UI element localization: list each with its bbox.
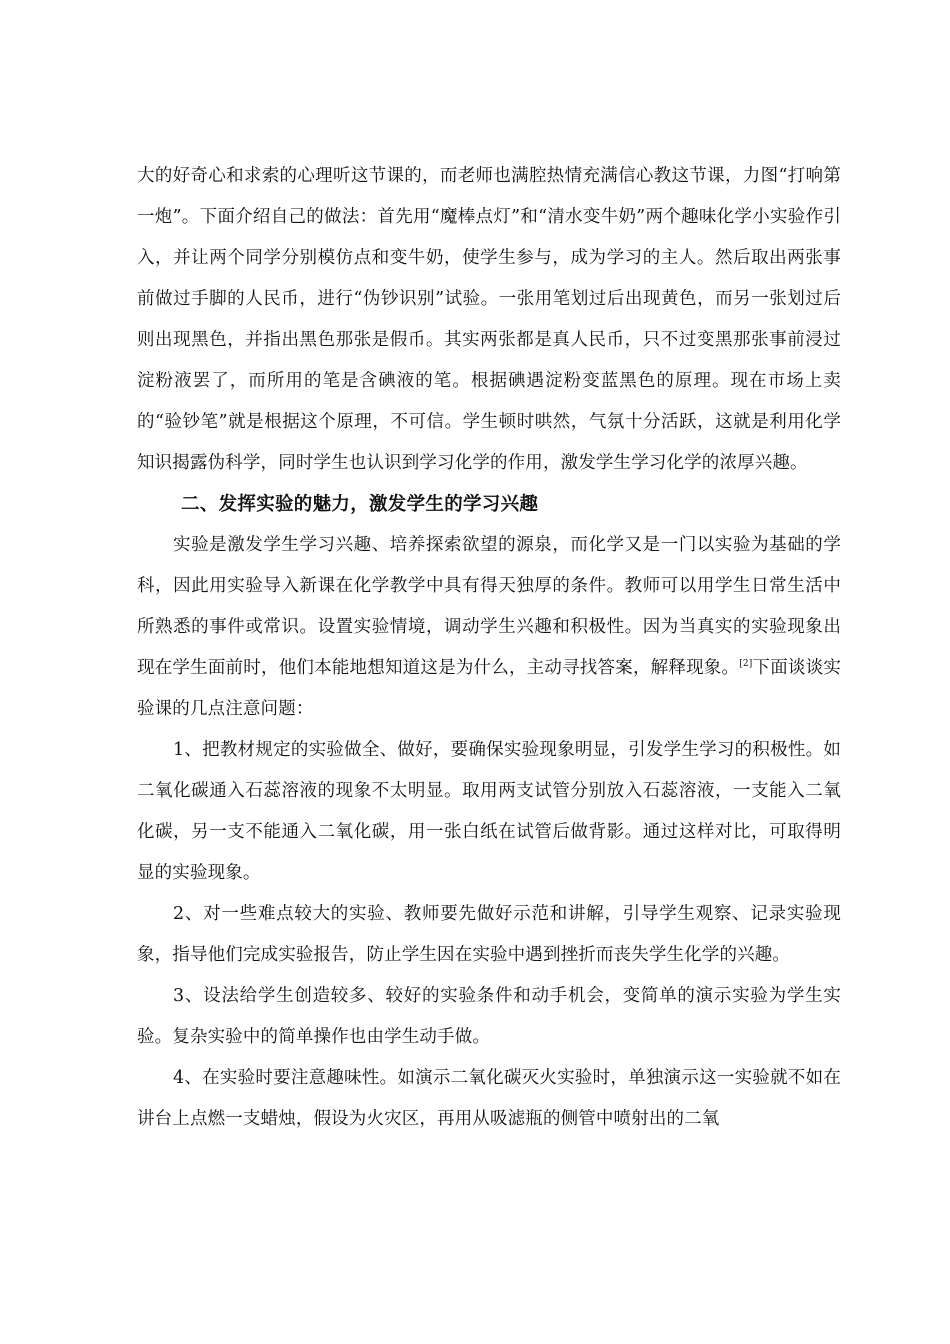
list-item-3: 3、设法给学生创造较多、较好的实验条件和动手机会，变简单的演示实验为学生实验。复杂实验中的简单操作也由学生动手做。 (137, 986, 841, 1047)
list-item-1: 1、把教材规定的实验做全、做好，要确保实验现象明显，引发学生学习的积极性。如二氧化碳通入石蕊溶液的现象不太明显。取用两支试管分别放入石蕊溶液，一支能入二氧化碳，另一支不能通入二氧化碳，用一张白纸在试管后做背影。通过这样对比，可取得明显的实验现象。 (137, 740, 841, 883)
section-heading: 二、发挥实验的魅力，激发学生的学习兴趣 (181, 494, 539, 515)
intro-paragraph: 大的好奇心和求索的心理听这节课的，而老师也满腔热情充满信心教这节课，力图“打响第一炮”。下面介绍自己的做法：首先用“魔棒点灯”和“清水变牛奶”两个趣味化学小实验作引入，并让两个同学分别模仿点和变牛奶，使学生参与，成为学习的主人。然后取出两张事前做过手脚的人民币，进行“伪钞识别”试验。一张用笔划过后出现黄色，而另一张划过后则出现黑色，并指出黑色那张是假币。其实两张都是真人民币，只不过变黑那张事前浸过淀粉液罢了，而所用的笔是含碘液的笔。根据碘遇淀粉变蓝黑色的原理。现在市场上卖的“验钞笔”就是根据这个原理，不可信。学生顿时哄然，气氛十分活跃，这就是利用化学知识揭露伪科学，同时学生也认识到学习化学的作用，激发学生学习化学的浓厚兴趣。 (137, 166, 841, 473)
document-body (137, 156, 841, 1140)
list-item-4: 4、在实验时要注意趣味性。如演示二氧化碳灭火实验时，单独演示这一实验就不如在讲台上点燃一支蜡烛，假设为火灾区，再用从吸滤瓶的侧管中喷射出的二氧 (137, 1068, 841, 1129)
experiment-paragraph-tail: 下面谈谈实验课的几点注意问题： (137, 658, 841, 719)
list-item-2: 2、对一些难点较大的实验、教师要先做好示范和讲解，引导学生观察、记录实验现象，指导他们完成实验报告，防止学生因在实验中遇到挫折而丧失学生化学的兴趣。 (137, 904, 841, 965)
reference-marker: [2] (739, 659, 753, 669)
experiment-paragraph-text: 实验是激发学生学习兴趣、培养探索欲望的源泉，而化学又是一门以实验为基础的学科，因此用实验导入新课在化学教学中具有得天独厚的条件。教师可以用学生日常生活中所熟悉的事件或常识。设置实验情境，调动学生兴趣和积极性。因为当真实的实验现象出现在学生面前时，他们本能地想知道这是为什么，主动寻找答案，解释现象。 (137, 535, 841, 678)
experiment-paragraph (137, 525, 841, 730)
